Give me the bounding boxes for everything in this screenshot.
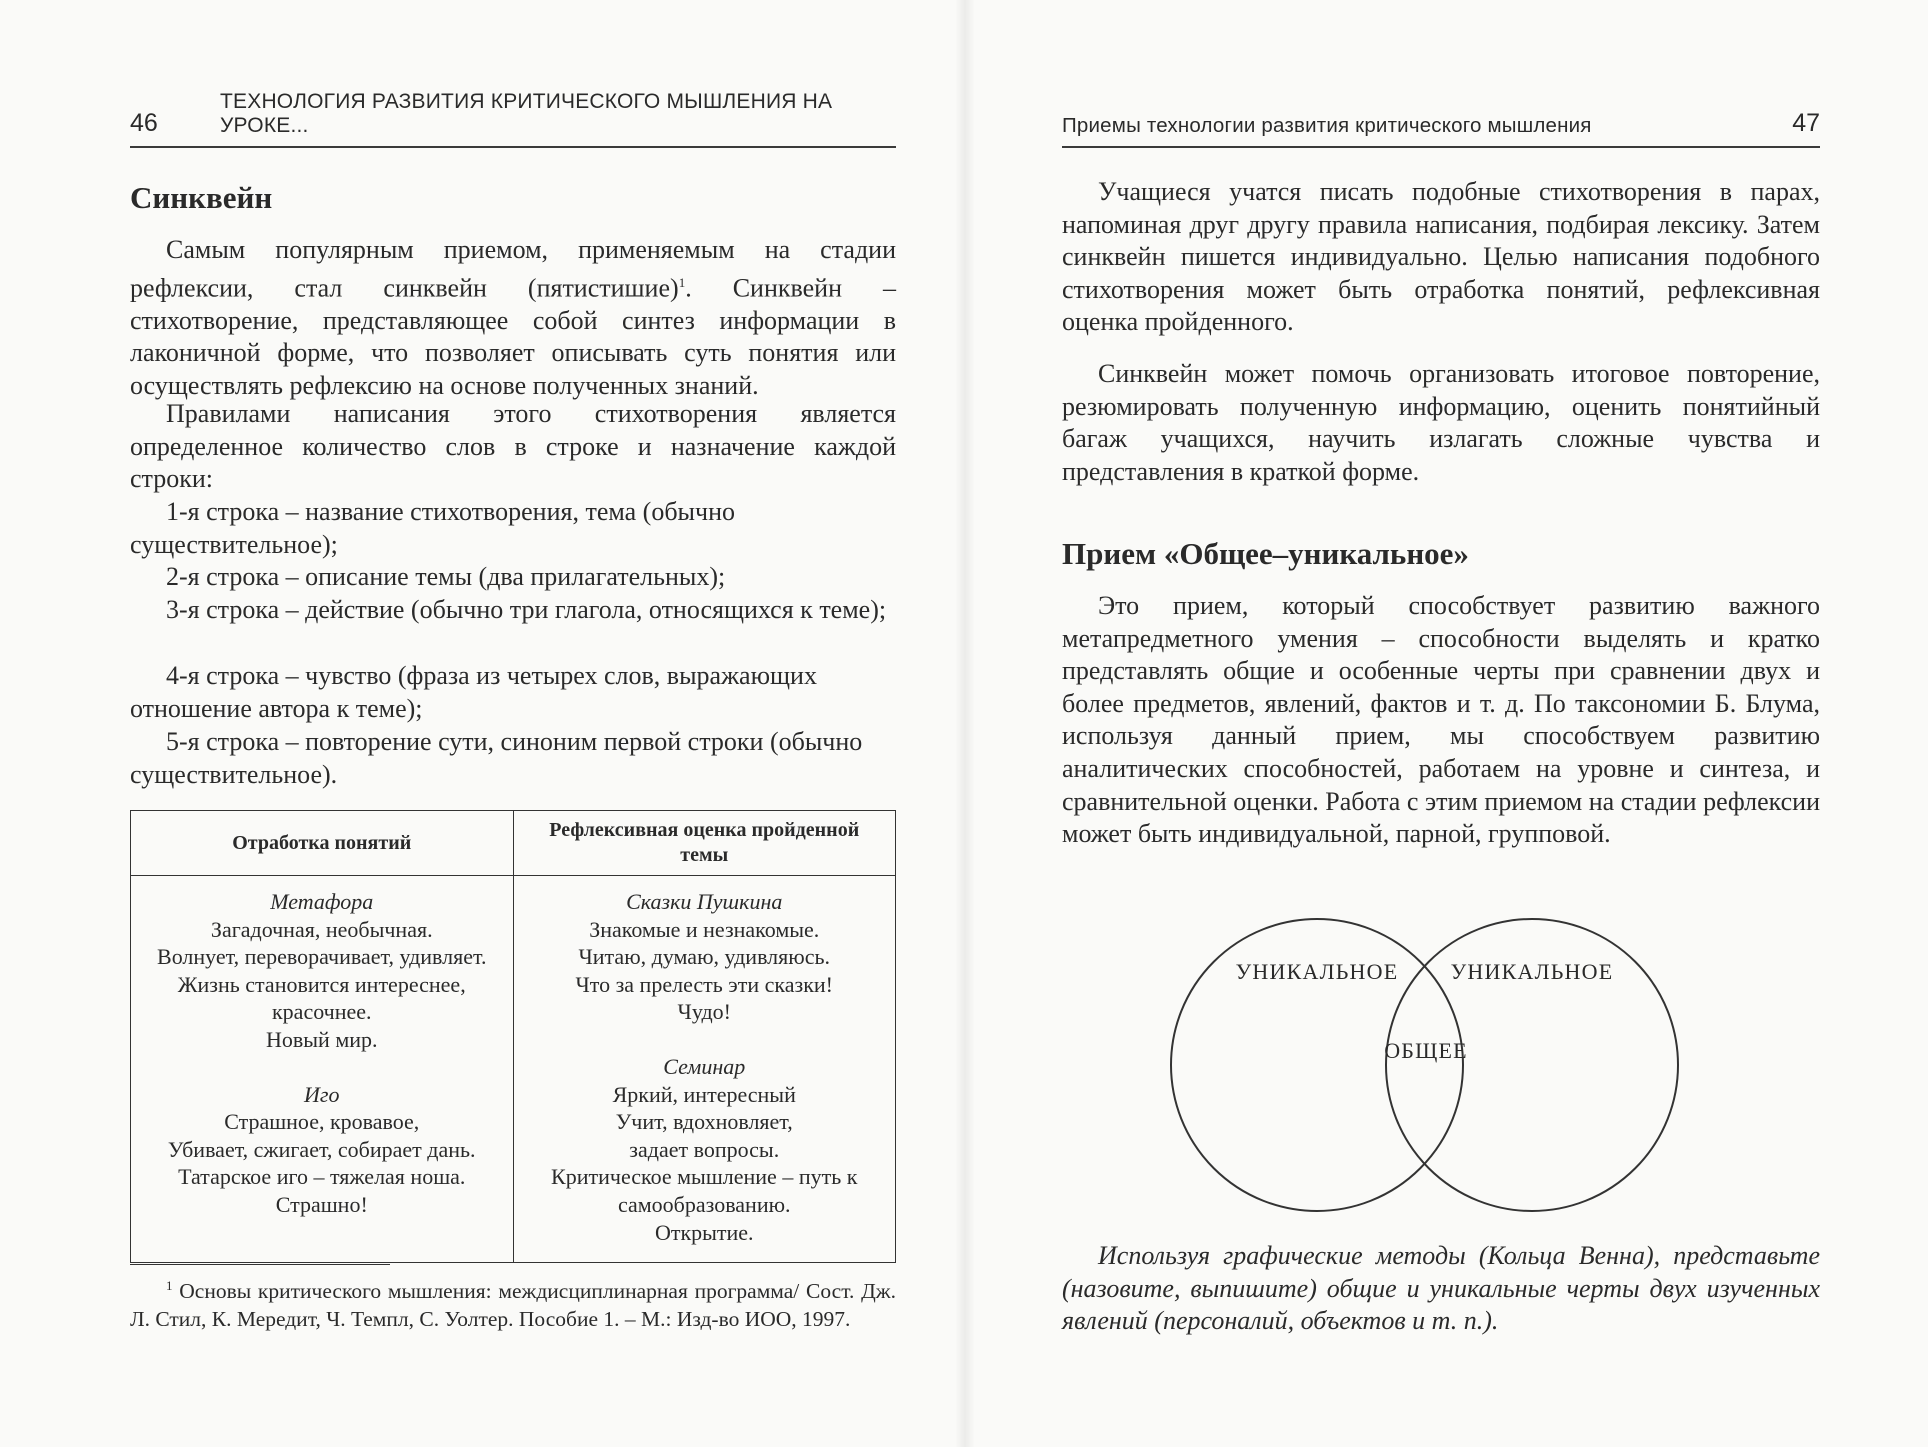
example-line: Волнует, переворачивает, удивляет. [157,944,487,970]
left-running-head [130,90,896,148]
task-caption: Используя графические методы (Кольца Венна), представьте (назовите, выпишите) общие и уникальные черты двух изученных явлений (персоналий, объектов и т. п.). [1062,1241,1820,1336]
example-line: Читаю, думаю, удивляюсь. [578,944,831,970]
example-line: Открытие. [654,1219,754,1245]
table-cell-col2 [513,876,896,1263]
summary-paragraph: Синквейн может помочь организовать итоговое повторение, резюмировать полученную информацию, оценить понятийный багаж учащихся, научить излагать сложные чувства и представления в краткой форме. [1062,359,1820,486]
footnote-marker: 1 [166,1278,173,1293]
example-line: Загадочная, необычная. [210,916,433,942]
intro-text-tail: . Синквейн – стихотворение, представляющее собой синтез информации в лаконичной форме, что позволяет описывать суть понятия или осуществлять рефлексию на основе полученных знаний. [130,273,897,401]
venn-diagram [1168,915,1688,1215]
left-page-number: 46 [130,109,158,137]
rule-line-1: 1-я строка – название стихотворения, тема (обычно существительное); [130,497,736,559]
example-line: Страшное, кровавое, [224,1109,420,1135]
common-unique-paragraph: Это прием, который способствует развитию важного метапредметного умения – способности выделять и кратко представлять общие и особенные черты при сравнении двух и более предметов, явлений, фактов и т. д. По таксономии Б. Блума, используя данный прием, мы способствуем развитию аналитических способностей, работаем на уровне и синтеза, и сравнительной оценки. Работа с этим приемом на стадии рефлексии может быть индивидуальной, парной, групповой. [1062,591,1820,849]
right-page-number: 47 [1792,109,1820,137]
rule-line-2: 2-я строка – описание темы (два прилагательных); [166,562,726,591]
venn-left-label: УНИКАЛЬНОЕ [1235,959,1399,984]
venn-right-label: УНИКАЛЬНОЕ [1450,959,1614,984]
rule-line-4: 4-я строка – чувство (фраза из четырех слов, выражающих отношение автора к теме); [130,661,817,723]
sinkwine-examples-table [130,810,896,1263]
example-line: Что за прелесть эти сказки! [575,971,833,997]
book-gutter [955,0,975,1447]
example-line: Учит, вдохновляет, [615,1109,793,1135]
footnote-text: Основы критического мышления: междисциплинарная программа/ Сост. Дж. Л. Стил, К. Мередит, Ч. Темпл, С. Уолтер. Пособие 1. – М.: Изд-во ИОО, 1997. [130,1279,896,1332]
footnote-separator [130,1264,390,1265]
left-running-title: ТЕХНОЛОГИЯ РАЗВИТИЯ КРИТИЧЕСКОГО МЫШЛЕНИЯ НА УРОКЕ... [220,90,833,137]
table-header-col2: Рефлексивная оценка пройденной темы [513,811,896,876]
left-page [130,0,896,1447]
sinkwine-heading: Синквейн [130,180,273,215]
example-line: Убивает, сжигает, собирает дань. [167,1136,476,1162]
sinkwine-intro-paragraph [130,234,896,403]
table-cell-col1 [131,876,514,1263]
example-line: Новый мир. [265,1026,378,1052]
example-line: Яркий, интересный [612,1081,796,1107]
common-unique-heading: Прием «Общее–уникальное» [1062,536,1469,571]
example-line: Жизнь становится интереснее, красочнее. [177,971,466,1025]
example-line: Чудо! [677,999,731,1025]
right-running-title: Приемы технологии развития критического мышления [1062,114,1592,137]
example-line: Страшно! [275,1191,368,1217]
footnote-ref: 1 [678,274,686,290]
example-title: Метафора [270,889,374,914]
footnote [130,1272,896,1333]
right-page [1062,0,1820,1447]
example-title: Сказки Пушкина [626,889,783,914]
venn-center-label: ОБЩЕЕ [1384,1038,1468,1063]
example-line: Критическое мышление – путь к самообразованию. [551,1164,858,1217]
intro-text: Самым популярным приемом, применяемым на стадии рефлексии, стал синквейн (пятистишие) [130,235,896,303]
rule-line-3: 3-я строка – действие (обычно три глагола, относящихся к теме); [166,595,887,624]
example-title: Семинар [663,1053,746,1079]
right-running-head [1062,106,1820,148]
example-line: задает вопросы. [629,1136,780,1162]
table-header-col1: Отработка понятий [131,811,514,876]
example-line: Знакомые и незнакомые. [589,916,820,942]
rule-line-5: 5-я строка – повторение сути, синоним первой строки (обычно существительное). [130,727,863,789]
pairs-paragraph: Учащиеся учатся писать подобные стихотворения в парах, напоминая друг другу правила написания, подбирая лексику. Затем синквейн пишется индивидуально. Целью написания подобного стихотворения может быть отработка понятий, рефлексивная оценка пройденного. [1062,177,1820,337]
example-title: Иго [304,1081,340,1107]
example-line: Татарское иго – тяжелая ноша. [178,1164,466,1190]
rules-intro-paragraph: Правилами написания этого стихотворения является определенное количество слов в строке и назначение каждой строки: [130,399,896,494]
